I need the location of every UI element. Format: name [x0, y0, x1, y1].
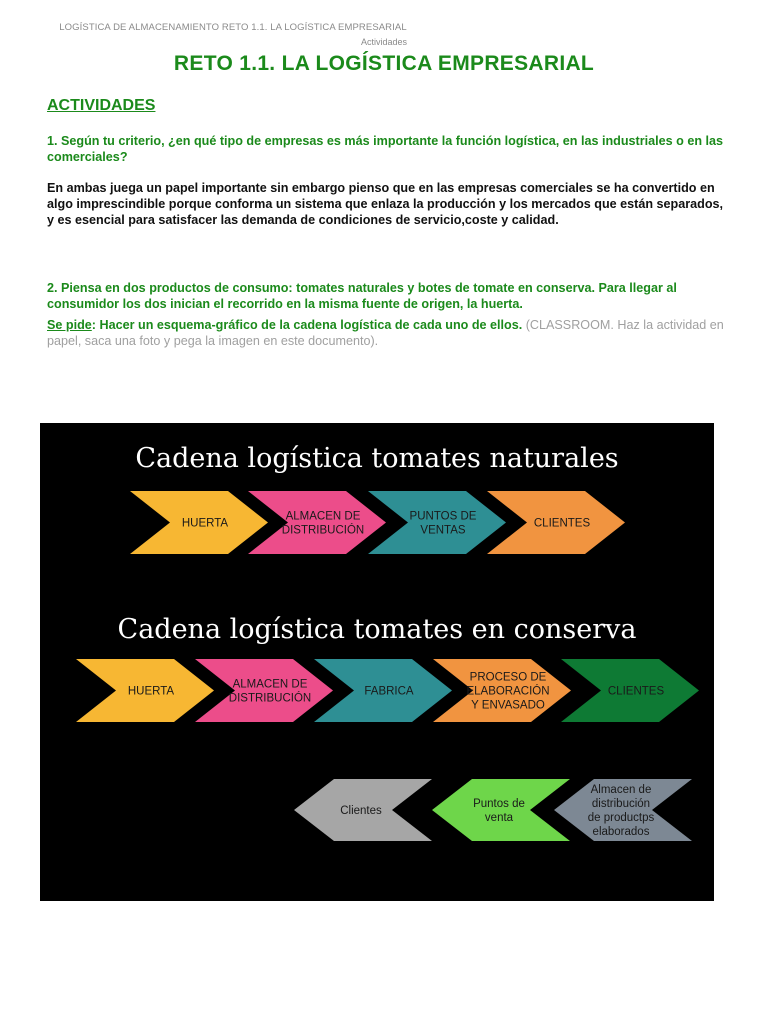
- running-title: LOGÍSTICA DE ALMACENAMIENTO RETO 1.1. LA LOGÍSTICA EMPRESARIAL: [59, 22, 407, 33]
- chain3-step-3-label: Almacen de distribución de productps elaborados: [587, 784, 655, 839]
- section-heading: ACTIVIDADES: [47, 97, 156, 114]
- chain2-step-5-label: CLIENTES: [607, 685, 665, 698]
- question-2: 2. Piensa en dos productos de consumo: tomates naturales y botes de tomate en conserva. Para llegar al consumidor los dos inician el recorrido en la misma fuente de origen, la huerta.: [47, 281, 677, 312]
- diagram-canvas: [40, 423, 714, 901]
- running-subtitle: Actividades: [360, 37, 408, 47]
- logistics-diagram-image: [40, 423, 714, 901]
- chain3-step-1-label: Clientes: [340, 805, 382, 818]
- request-text: : Hacer un esquema-gráfico de la cadena logística de cada uno de ellos.: [91, 318, 523, 332]
- chain3-step-2-label: Puntos de venta: [473, 798, 525, 825]
- chain2-step-3-label: FABRICA: [364, 685, 414, 698]
- chain1-step-4-label: CLIENTES: [533, 517, 591, 530]
- request-label: Se pide: [47, 318, 92, 332]
- question-1: 1. Según tu criterio, ¿en qué tipo de empresas es más importante la función logística, en las industriales o en las comerciales?: [47, 134, 724, 165]
- chain1-step-2-label: ALMACEN DE DISTRIBUCIÓN: [281, 510, 365, 537]
- chain2-title: Cadena logística tomates en conserva: [117, 614, 637, 645]
- chain3-flow: [294, 779, 692, 841]
- chain2-flow: [76, 659, 699, 722]
- chain1-step-1-label: HUERTA: [181, 517, 229, 530]
- chain1-step-3-label: PUNTOS DE VENTAS: [409, 510, 477, 537]
- request-paragraph: [47, 317, 727, 349]
- document-title: RETO 1.1. LA LOGÍSTICA EMPRESARIAL: [173, 52, 595, 75]
- chain1-title: Cadena logística tomates naturales: [135, 443, 619, 474]
- answer-1: En ambas juega un papel importante sin embargo pienso que en las empresas comerciales se ha convertido en algo imprescindible porque conforma un sistema que enlaza la producción y los mercados que están separados, y es esencial para satisfacer las demanda de condiciones de servicio,coste y calidad.: [47, 181, 724, 228]
- chain2-step-2-label: ALMACEN DE DISTRIBUCIÓN: [228, 678, 312, 705]
- chain2-step-1-label: HUERTA: [127, 685, 175, 698]
- chain2-step-4-label: PROCESO DE ELABORACIÓN Y ENVASADO: [466, 671, 550, 712]
- chain1-flow: [130, 491, 625, 554]
- request-note: (CLASSROOM. Haz la actividad en papel, saca una foto y pega la imagen en este documento).: [47, 318, 724, 349]
